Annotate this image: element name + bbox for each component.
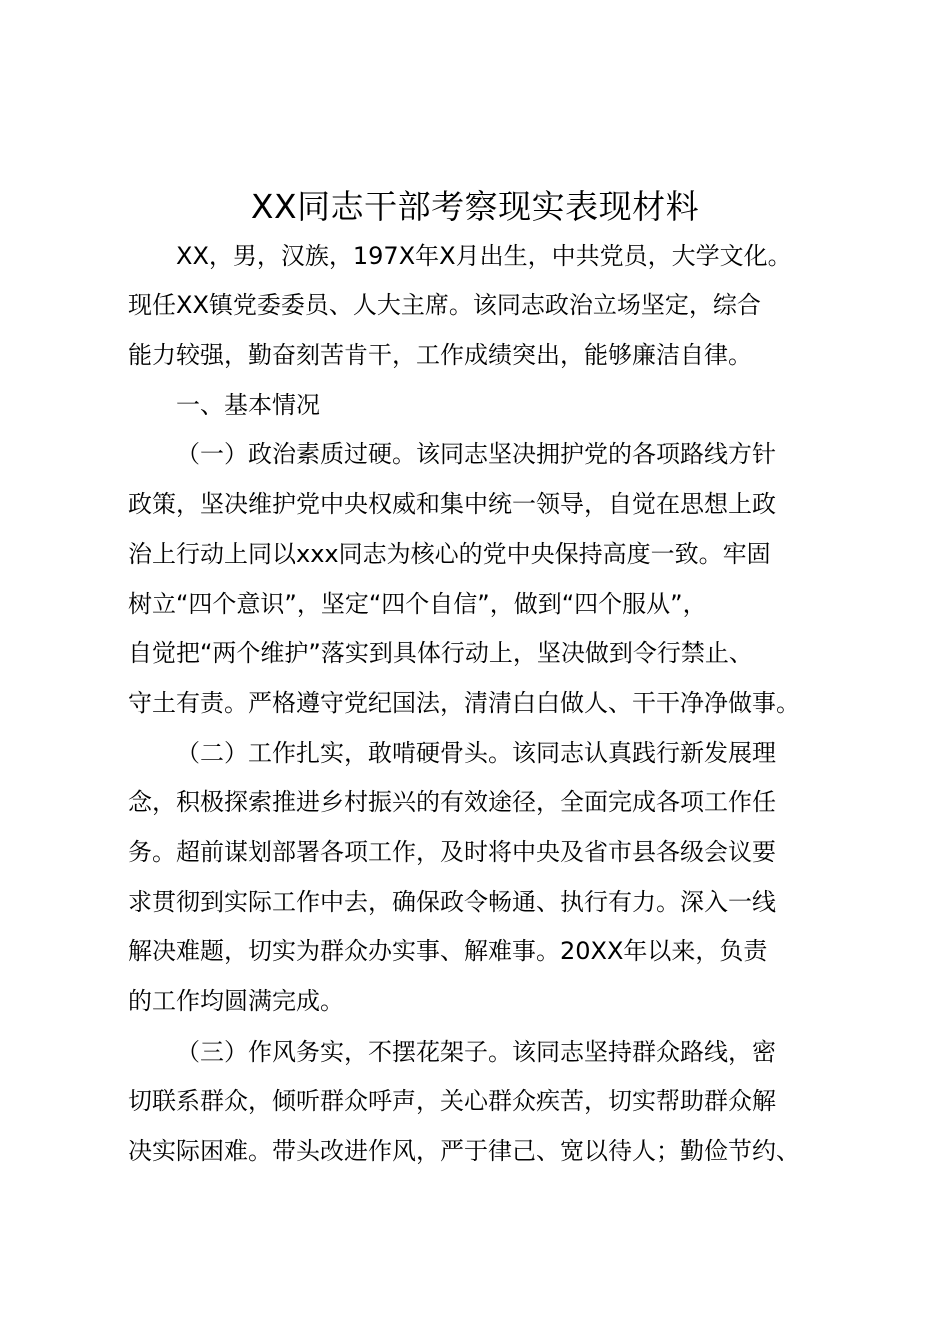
- paragraph-line: （一）政治素质过硬。该同志坚决拥护党的各项路线方针: [176, 440, 776, 468]
- paragraph-line: 的工作均圆满完成。: [128, 987, 344, 1015]
- paragraph-line: （二）工作扎实，敢啃硬骨头。该同志认真践行新发展理: [176, 739, 776, 767]
- paragraph-line: （三）作风务实，不摆花架子。该同志坚持群众路线，密: [176, 1038, 776, 1066]
- paragraph-line: 念，积极探索推进乡村振兴的有效途径，全面完成各项工作任: [128, 788, 776, 816]
- section-heading: 一、基本情况: [176, 391, 320, 419]
- paragraph-line: 切联系群众，倾听群众呼声，关心群众疾苦，切实帮助群众解: [128, 1087, 776, 1115]
- paragraph-line: 决实际困难。带头改进作风，严于律己、宽以待人；勤俭节约、: [128, 1137, 800, 1165]
- paragraph-line: 治上行动上同以xxx同志为核心的党中央保持高度一致。牢固: [128, 540, 771, 568]
- paragraph-line: 树立“四个意识”，坚定“四个自信”，做到“四个服从”，: [128, 590, 707, 618]
- paragraph-line: 守土有责。严格遵守党纪国法，清清白白做人、干干净净做事。: [128, 689, 800, 717]
- document-title: XX同志干部考察现实表现材料: [250, 187, 700, 226]
- paragraph-line: 现任XX镇党委委员、人大主席。该同志政治立场坚定，综合: [128, 291, 761, 319]
- paragraph-line: 务。超前谋划部署各项工作，及时将中央及省市县各级会议要: [128, 838, 776, 866]
- paragraph-line: 解决难题，切实为群众办实事、解难事。20XX年以来，负责: [128, 937, 768, 965]
- paragraph-line: XX，男，汉族，197X年X月出生，中共党员，大学文化。: [176, 242, 792, 270]
- paragraph-line: 政策，坚决维护党中央权威和集中统一领导，自觉在思想上政: [128, 490, 776, 518]
- paragraph-line: 自觉把“两个维护”落实到具体行动上，坚决做到令行禁止、: [128, 639, 753, 667]
- paragraph-line: 能力较强，勤奋刻苦肯干，工作成绩突出，能够廉洁自律。: [128, 341, 752, 369]
- paragraph-line: 求贯彻到实际工作中去，确保政令畅通、执行有力。深入一线: [128, 888, 776, 916]
